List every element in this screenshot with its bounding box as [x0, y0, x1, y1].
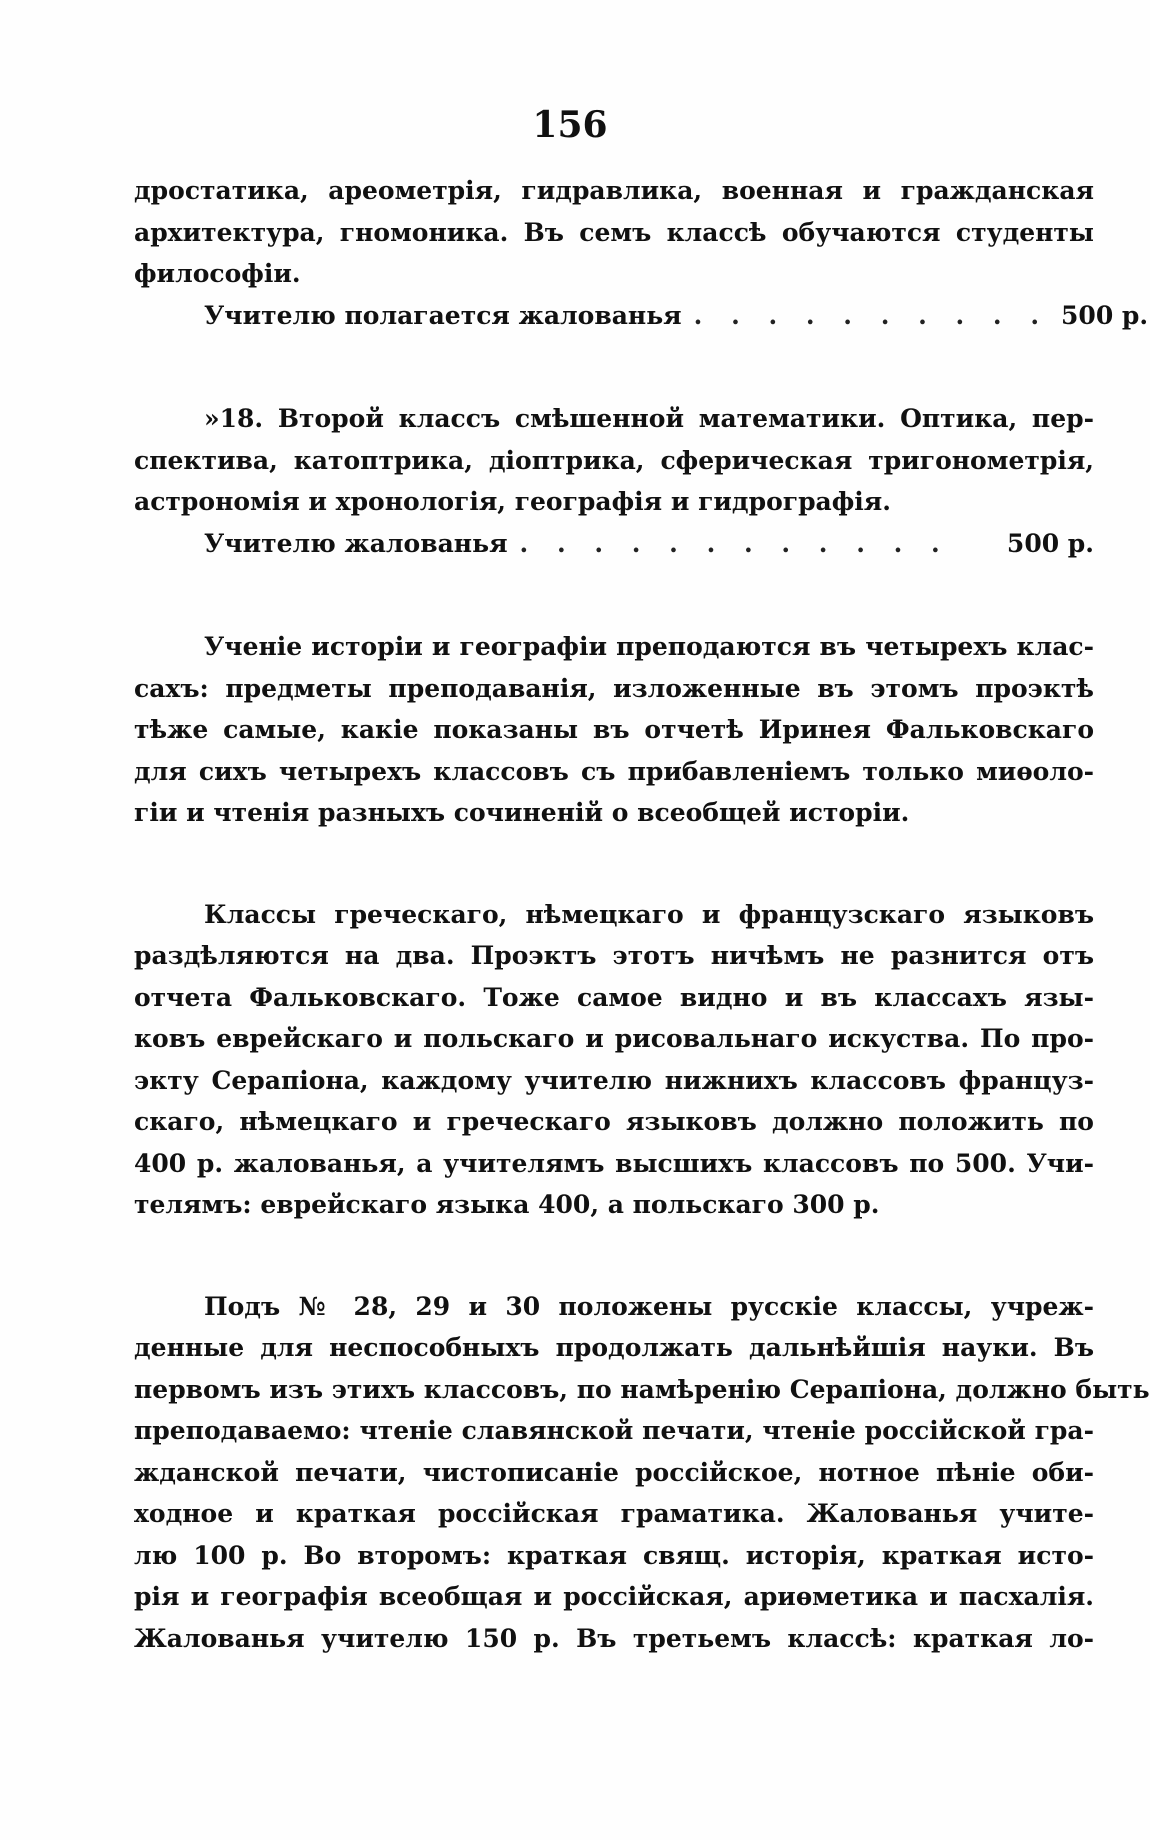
page-number: 156	[532, 104, 608, 146]
text-line: первомъ изъ этихъ классовъ, по намѣренію Серапіона, должно быть	[134, 1374, 1150, 1404]
text-line: отчета Фальковскаго. Тоже самое видно и въ классахъ язы-	[134, 982, 1094, 1012]
salary-line	[134, 523, 1094, 565]
text-line: жданской печати, чистописаніе россійское, нотное пѣніе оби-	[134, 1457, 1094, 1487]
text-line: спектива, катоптрика, діоптрика, сферическая тригонометрія,	[134, 445, 1094, 475]
paragraph	[134, 170, 1094, 295]
text-line: рія и географія всеобщая и россійская, ариѳметика и пасхалія.	[134, 1582, 1094, 1611]
text-line: преподаваемо: чтеніе славянской печати, чтеніе россійской гра-	[134, 1416, 1094, 1445]
leader-dots: . . . . . . . . . . . .	[519, 528, 950, 558]
text-line: тѣже самые, какіе показаны въ отчетѣ Иринея Фальковскаго	[134, 715, 1094, 744]
paragraph	[134, 626, 1094, 834]
text-line: Ученіе исторіи и географіи преподаются въ четырехъ клас-	[204, 632, 1094, 661]
salary-label: Учителю полагается жалованья	[204, 300, 682, 330]
text-line: гіи и чтенія разныхъ сочиненій о всеобщей исторіи.	[134, 798, 910, 827]
text-line: Жалованья учителю 150 р. Въ третьемъ классѣ: краткая ло-	[134, 1623, 1094, 1653]
leader-dots: . . . . . . . . . .	[693, 300, 1050, 330]
salary-amount: 500 р.	[1061, 300, 1149, 330]
paragraph	[134, 894, 1094, 1226]
text-line: для сихъ четырехъ классовъ съ прибавленіемъ только миѳоло-	[134, 756, 1094, 786]
text-line: телямъ: еврейскаго языка 400, а польскаго 300 р.	[134, 1190, 880, 1219]
text-line: экту Серапіона, каждому учителю нижнихъ классовъ француз-	[134, 1065, 1094, 1095]
text-line: лю 100 р. Во второмъ: краткая свящ. исторія, краткая исто-	[134, 1540, 1094, 1570]
text-line: денные для неспособныхъ продолжать дальнѣйшія науки. Въ	[134, 1333, 1094, 1362]
text-line: ковъ еврейскаго и польскаго и рисовальнаго искуства. По про-	[134, 1024, 1094, 1053]
text-line: философіи.	[134, 259, 301, 288]
body-text	[134, 170, 1150, 1659]
text-line: дростатика, ареометрія, гидравлика, военная и гражданская	[134, 176, 1094, 205]
text-line: Классы греческаго, нѣмецкаго и французскаго языковъ	[204, 899, 1094, 929]
salary-line	[134, 295, 1149, 337]
text-line: 400 р. жалованья, а учителямъ высшихъ классовъ по 500. Учи-	[134, 1148, 1094, 1178]
salary-label: Учителю жалованья	[204, 528, 508, 558]
text-line: скаго, нѣмецкаго и греческаго языковъ должно положить по	[134, 1107, 1094, 1136]
text-line: Подъ № 28, 29 и 30 положены русскіе классы, учреж-	[204, 1291, 1094, 1321]
text-line: сахъ: предметы преподаванія, изложенные въ этомъ проэктѣ	[134, 673, 1094, 703]
text-line: астрономія и хронологія, географія и гидрографія.	[134, 487, 891, 516]
text-line: ходное и краткая россійская граматика. Жалованья учите-	[134, 1499, 1094, 1528]
text-line: архитектура, гномоника. Въ семъ классѣ обучаются студенты	[134, 217, 1094, 247]
text-line: раздѣляются на два. Проэктъ этотъ ничѣмъ не разнится отъ	[134, 941, 1094, 970]
salary-amount: 500 р.	[1006, 528, 1094, 558]
text-line: »18. Второй классъ смѣшенной математики. Оптика, пер-	[204, 404, 1094, 433]
paragraph	[134, 398, 1094, 523]
paragraph	[134, 1286, 1150, 1660]
